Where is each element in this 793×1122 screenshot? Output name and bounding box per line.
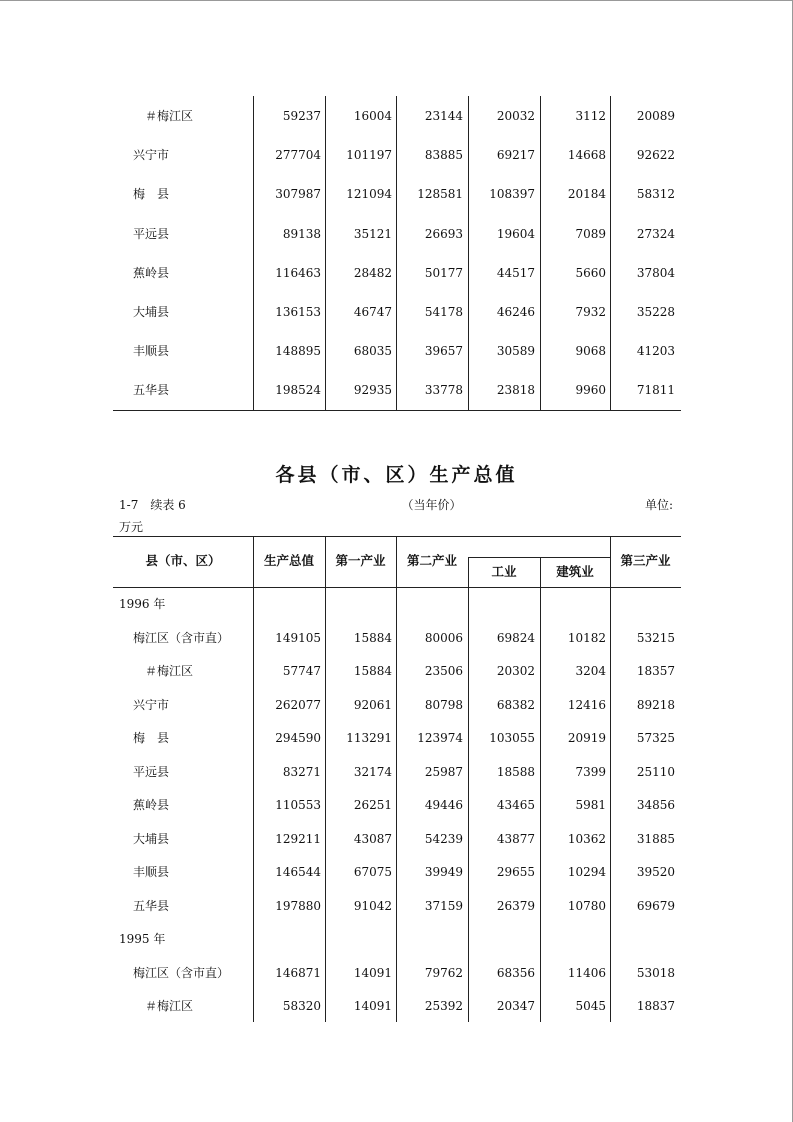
table-title: 各县（市、区）生产总值 xyxy=(275,464,518,486)
row-label: ＃梅江区 xyxy=(145,999,194,1013)
primary-cell: 32174 xyxy=(353,764,392,779)
construction-cell: 5981 xyxy=(575,798,606,812)
table-row xyxy=(113,728,681,748)
row-label: 1996 年 xyxy=(119,597,166,611)
row-label: 梅 县 xyxy=(133,187,170,202)
top-table-vline xyxy=(325,96,326,410)
row-label: 蕉岭县 xyxy=(133,798,170,812)
tertiary-cell: 18837 xyxy=(636,999,675,1013)
table-row xyxy=(113,829,681,849)
primary-cell: 67075 xyxy=(353,865,392,879)
row-label: 梅江区（含市直） xyxy=(133,630,230,645)
secondary-cell: 123974 xyxy=(417,731,463,745)
gdp-cell: 57747 xyxy=(282,664,321,678)
gdp-cell: 89138 xyxy=(282,226,321,241)
secondary-cell: 26693 xyxy=(424,226,463,241)
gdp-cell: 59237 xyxy=(282,109,321,123)
row-label: 大埔县 xyxy=(133,831,170,846)
industry-cell: 19604 xyxy=(496,226,535,241)
secondary-cell: 23144 xyxy=(424,109,463,123)
primary-cell: 14091 xyxy=(353,999,392,1013)
industry-cell: 20302 xyxy=(496,664,535,678)
table-row xyxy=(113,145,681,165)
header-region: 县（市、区） xyxy=(145,553,221,568)
tertiary-cell: 37804 xyxy=(636,265,675,280)
gdp-cell: 146544 xyxy=(275,865,321,879)
row-label: 兴宁市 xyxy=(133,697,170,712)
page-top-border xyxy=(0,0,793,1)
gdp-cell: 110553 xyxy=(275,798,321,812)
header-primary: 第一产业 xyxy=(335,553,386,568)
industry-cell: 26379 xyxy=(496,898,535,913)
tertiary-cell: 53215 xyxy=(636,630,675,645)
tertiary-cell: 27324 xyxy=(636,226,675,241)
industry-cell: 44517 xyxy=(496,265,535,280)
industry-cell xyxy=(468,594,535,614)
gdp-cell: 129211 xyxy=(275,831,321,846)
gdp-cell: 198524 xyxy=(275,383,321,398)
table-row xyxy=(113,795,681,815)
industry-cell xyxy=(468,929,535,949)
industry-cell: 108397 xyxy=(489,187,535,202)
primary-cell: 26251 xyxy=(353,798,392,812)
table-row xyxy=(113,963,681,983)
construction-cell: 3112 xyxy=(575,109,606,123)
industry-cell: 68382 xyxy=(496,697,535,712)
primary-cell: 43087 xyxy=(353,831,392,846)
table-row xyxy=(113,341,681,361)
table-row xyxy=(113,263,681,283)
table-row xyxy=(113,929,681,949)
primary-cell: 92935 xyxy=(353,383,392,398)
unit-value: 万元 xyxy=(119,520,144,534)
tertiary-cell: 35228 xyxy=(636,305,675,319)
top-table-vline xyxy=(253,96,254,410)
secondary-cell: 39657 xyxy=(424,344,463,359)
tertiary-cell: 58312 xyxy=(636,187,675,202)
gdp-cell: 149105 xyxy=(275,630,321,645)
row-label: 1995 年 xyxy=(119,932,166,946)
industry-cell: 103055 xyxy=(489,731,535,745)
construction-cell: 20184 xyxy=(567,187,606,202)
tertiary-cell: 89218 xyxy=(636,697,675,712)
construction-cell: 10182 xyxy=(567,630,606,645)
construction-cell xyxy=(540,929,606,949)
primary-cell: 15884 xyxy=(353,664,392,678)
construction-cell: 9068 xyxy=(575,344,606,359)
gdp-cell xyxy=(253,929,321,949)
row-label: 大埔县 xyxy=(133,305,170,319)
industry-cell: 20032 xyxy=(496,109,535,123)
row-label: 梅 县 xyxy=(133,731,170,745)
table-row xyxy=(113,594,681,614)
primary-cell: 28482 xyxy=(353,265,392,280)
primary-cell: 14091 xyxy=(353,965,392,980)
header-construction: 建筑业 xyxy=(556,564,594,579)
row-label: 丰顺县 xyxy=(133,344,170,359)
construction-cell: 14668 xyxy=(567,148,606,163)
row-label: 五华县 xyxy=(133,898,170,913)
gdp-cell: 83271 xyxy=(282,764,321,779)
construction-cell: 5045 xyxy=(575,999,606,1013)
primary-cell: 35121 xyxy=(353,226,392,241)
industry-cell: 20347 xyxy=(496,999,535,1013)
top-table-vline xyxy=(540,96,541,410)
table-row xyxy=(113,661,681,681)
price-basis: （当年价） xyxy=(401,498,462,512)
top-table-bottom-rule xyxy=(113,410,681,411)
secondary-cell: 25392 xyxy=(424,999,463,1013)
tertiary-cell: 71811 xyxy=(636,383,675,398)
industry-cell: 18588 xyxy=(496,764,535,779)
primary-cell: 91042 xyxy=(353,898,392,913)
construction-cell: 5660 xyxy=(575,265,606,280)
industry-cell: 68356 xyxy=(496,965,535,980)
top-table-vline xyxy=(468,96,469,410)
top-table-vline xyxy=(396,96,397,410)
industry-cell: 30589 xyxy=(496,344,535,359)
table-row xyxy=(113,862,681,882)
construction-cell: 10362 xyxy=(567,831,606,846)
gdp-cell: 116463 xyxy=(275,265,321,280)
industry-cell: 43877 xyxy=(496,831,535,846)
gdp-cell: 277704 xyxy=(275,148,321,163)
construction-cell xyxy=(540,594,606,614)
row-label: 丰顺县 xyxy=(133,865,170,879)
gdp-cell: 262077 xyxy=(275,697,321,712)
primary-cell: 113291 xyxy=(346,731,392,745)
table-row xyxy=(113,695,681,715)
construction-cell: 7089 xyxy=(575,226,606,241)
unit-label: 单位: xyxy=(645,498,674,512)
gdp-cell: 294590 xyxy=(275,731,321,745)
secondary-cell: 49446 xyxy=(424,798,463,812)
header-gdp: 生产总值 xyxy=(263,553,314,568)
table-row xyxy=(113,380,681,400)
table-row xyxy=(113,184,681,204)
primary-cell: 68035 xyxy=(353,344,392,359)
row-label: 五华县 xyxy=(133,383,170,398)
gdp-cell: 148895 xyxy=(275,344,321,359)
secondary-cell: 80798 xyxy=(424,697,463,712)
secondary-cell: 50177 xyxy=(424,265,463,280)
header-industry: 工业 xyxy=(491,564,517,579)
tertiary-cell: 41203 xyxy=(636,344,675,359)
table-row xyxy=(113,302,681,322)
tertiary-cell: 92622 xyxy=(636,148,675,163)
table-row xyxy=(113,762,681,782)
gdp-cell xyxy=(253,594,321,614)
tertiary-cell: 31885 xyxy=(636,831,675,846)
top-table-vline xyxy=(610,96,611,410)
row-label: ＃梅江区 xyxy=(145,109,194,123)
header-secondary: 第二产业 xyxy=(406,553,457,568)
secondary-cell: 23506 xyxy=(424,664,463,678)
table-row xyxy=(113,224,681,244)
gdp-cell: 58320 xyxy=(282,999,321,1013)
primary-cell xyxy=(325,594,392,614)
row-label: ＃梅江区 xyxy=(145,664,194,678)
table-row xyxy=(113,896,681,916)
primary-cell: 15884 xyxy=(353,630,392,645)
table-row xyxy=(113,628,681,648)
primary-cell: 16004 xyxy=(353,109,392,123)
industry-cell: 23818 xyxy=(496,383,535,398)
secondary-cell: 80006 xyxy=(424,630,463,645)
tertiary-cell: 39520 xyxy=(636,865,675,879)
secondary-cell: 79762 xyxy=(424,965,463,980)
row-label: 平远县 xyxy=(133,226,170,241)
industry-cell: 69824 xyxy=(496,630,535,645)
construction-cell: 20919 xyxy=(567,731,606,745)
header-tertiary: 第三产业 xyxy=(620,553,671,568)
secondary-cell: 54239 xyxy=(424,831,463,846)
row-label: 平远县 xyxy=(133,764,170,779)
secondary-cell: 54178 xyxy=(424,305,463,319)
secondary-cell: 33778 xyxy=(424,383,463,398)
construction-cell: 7399 xyxy=(575,764,606,779)
row-label: 兴宁市 xyxy=(133,148,170,163)
construction-cell: 10294 xyxy=(567,865,606,879)
construction-cell: 3204 xyxy=(575,664,606,678)
secondary-cell xyxy=(396,594,463,614)
construction-cell: 7932 xyxy=(575,305,606,319)
primary-cell: 92061 xyxy=(353,697,392,712)
industry-cell: 46246 xyxy=(496,305,535,319)
industry-cell: 43465 xyxy=(496,798,535,812)
secondary-cell xyxy=(396,929,463,949)
secondary-cell: 25987 xyxy=(424,764,463,779)
secondary-cell: 83885 xyxy=(424,148,463,163)
tertiary-cell: 57325 xyxy=(636,731,675,745)
primary-cell xyxy=(325,929,392,949)
construction-cell: 11406 xyxy=(567,965,606,980)
row-label: 蕉岭县 xyxy=(133,265,170,280)
gdp-cell: 307987 xyxy=(275,187,321,202)
table-number: 1-7 续表 6 xyxy=(119,498,186,512)
tertiary-cell: 53018 xyxy=(636,965,675,980)
secondary-subheader-rule xyxy=(468,557,610,558)
table-row xyxy=(113,106,681,126)
gdp-cell: 146871 xyxy=(275,965,321,980)
industry-cell: 29655 xyxy=(496,865,535,879)
row-label: 梅江区（含市直） xyxy=(133,965,230,980)
tertiary-cell: 34856 xyxy=(636,798,675,812)
gdp-cell: 197880 xyxy=(275,898,321,913)
tertiary-cell xyxy=(610,929,675,949)
header-bottom-rule xyxy=(113,587,681,588)
tertiary-cell: 20089 xyxy=(636,109,675,123)
primary-cell: 101197 xyxy=(346,148,392,163)
primary-cell: 121094 xyxy=(346,187,392,202)
tertiary-cell: 18357 xyxy=(636,664,675,678)
secondary-cell: 39949 xyxy=(424,865,463,879)
secondary-cell: 37159 xyxy=(424,898,463,913)
tertiary-cell: 69679 xyxy=(636,898,675,913)
tertiary-cell xyxy=(610,594,675,614)
gdp-cell: 136153 xyxy=(275,305,321,319)
construction-cell: 12416 xyxy=(567,697,606,712)
header-top-rule xyxy=(113,536,681,537)
primary-cell: 46747 xyxy=(353,305,392,319)
table-row xyxy=(113,996,681,1016)
construction-cell: 10780 xyxy=(567,898,606,913)
tertiary-cell: 25110 xyxy=(636,764,675,779)
secondary-cell: 128581 xyxy=(417,187,463,202)
construction-cell: 9960 xyxy=(575,383,606,398)
industry-cell: 69217 xyxy=(496,148,535,163)
